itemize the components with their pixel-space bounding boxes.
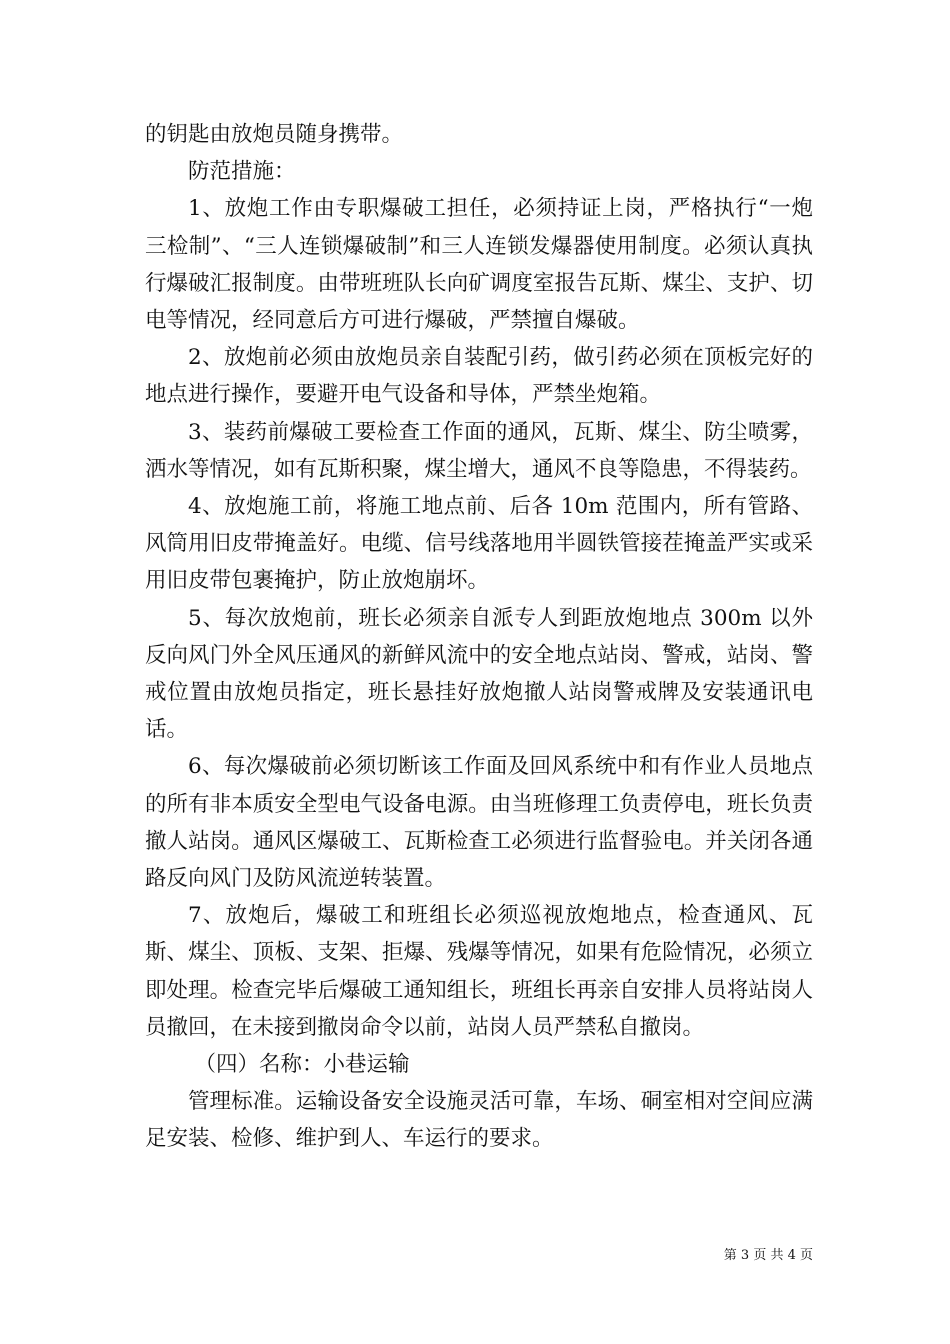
paragraph-1: 的钥匙由放炮员随身携带。 (145, 122, 404, 147)
paragraph-4: 2、放炮前必须由放炮员亲自装配引药，做引药必须在顶板完好的地点进行操作，要避开电气设备和导体，严禁坐炮箱。 (145, 345, 813, 408)
paragraph-3: 1、放炮工作由专职爆破工担任，必须持证上岗，严格执行“一炮三检制”、“三人连锁爆破制”和三人连锁发爆器使用制度。必须认真执行爆破汇报制度。由带班班队长向矿调度室报告瓦斯、煤尘、支护、切电等情况，经同意后方可进行爆破，严禁擅自爆破。 (145, 196, 813, 334)
paragraph-5: 3、装药前爆破工要检查工作面的通风，瓦斯、煤尘、防尘喷雾，洒水等情况，如有瓦斯积聚，煤尘增大，通风不良等隐患，不得装药。 (145, 419, 813, 482)
document-body (145, 116, 813, 1158)
paragraph-6: 4、放炮施工前，将施工地点前、后各 10m 范围内，所有管路、风筒用旧皮带掩盖好。电缆、信号线落地用半圆铁管接茬掩盖严实或采用旧皮带包裹掩护，防止放炮崩坏。 (145, 494, 813, 594)
section-heading: （四）名称：小巷运输 (194, 1052, 410, 1078)
paragraph-10: 管理标准。运输设备安全设施灵活可靠，车场、硐室相对空间应满足安装、检修、维护到人、车运行的要求。 (145, 1089, 813, 1152)
paragraph-2: 防范措施： (188, 159, 296, 185)
page-number: 第 3 页 共 4 页 (723, 1248, 813, 1263)
paragraph-7: 5、每次放炮前，班长必须亲自派专人到距放炮地点 300m 以外反向风门外全风压通风的新鲜风流中的安全地点站岗、警戒，站岗、警戒位置由放炮员指定，班长悬挂好放炮撤人站岗警戒牌及安装通讯电话。 (145, 605, 813, 743)
paragraph-9: 7、放炮后，爆破工和班组长必须巡视放炮地点，检查通风、瓦斯、煤尘、顶板、支架、拒爆、残爆等情况，如果有危险情况，必须立即处理。检查完毕后爆破工通知组长，班组长再亲自安排人员将站岗人员撤回，在未接到撤岗命令以前，站岗人员严禁私自撤岗。 (145, 903, 813, 1040)
paragraph-8: 6、每次爆破前必须切断该工作面及回风系统中和有作业人员地点的所有非本质安全型电气设备电源。由当班修理工负责停电，班长负责撤人站岗。通风区爆破工、瓦斯检查工必须进行监督验电。并关闭各通路反向风门及防风流逆转装置。 (145, 754, 813, 892)
